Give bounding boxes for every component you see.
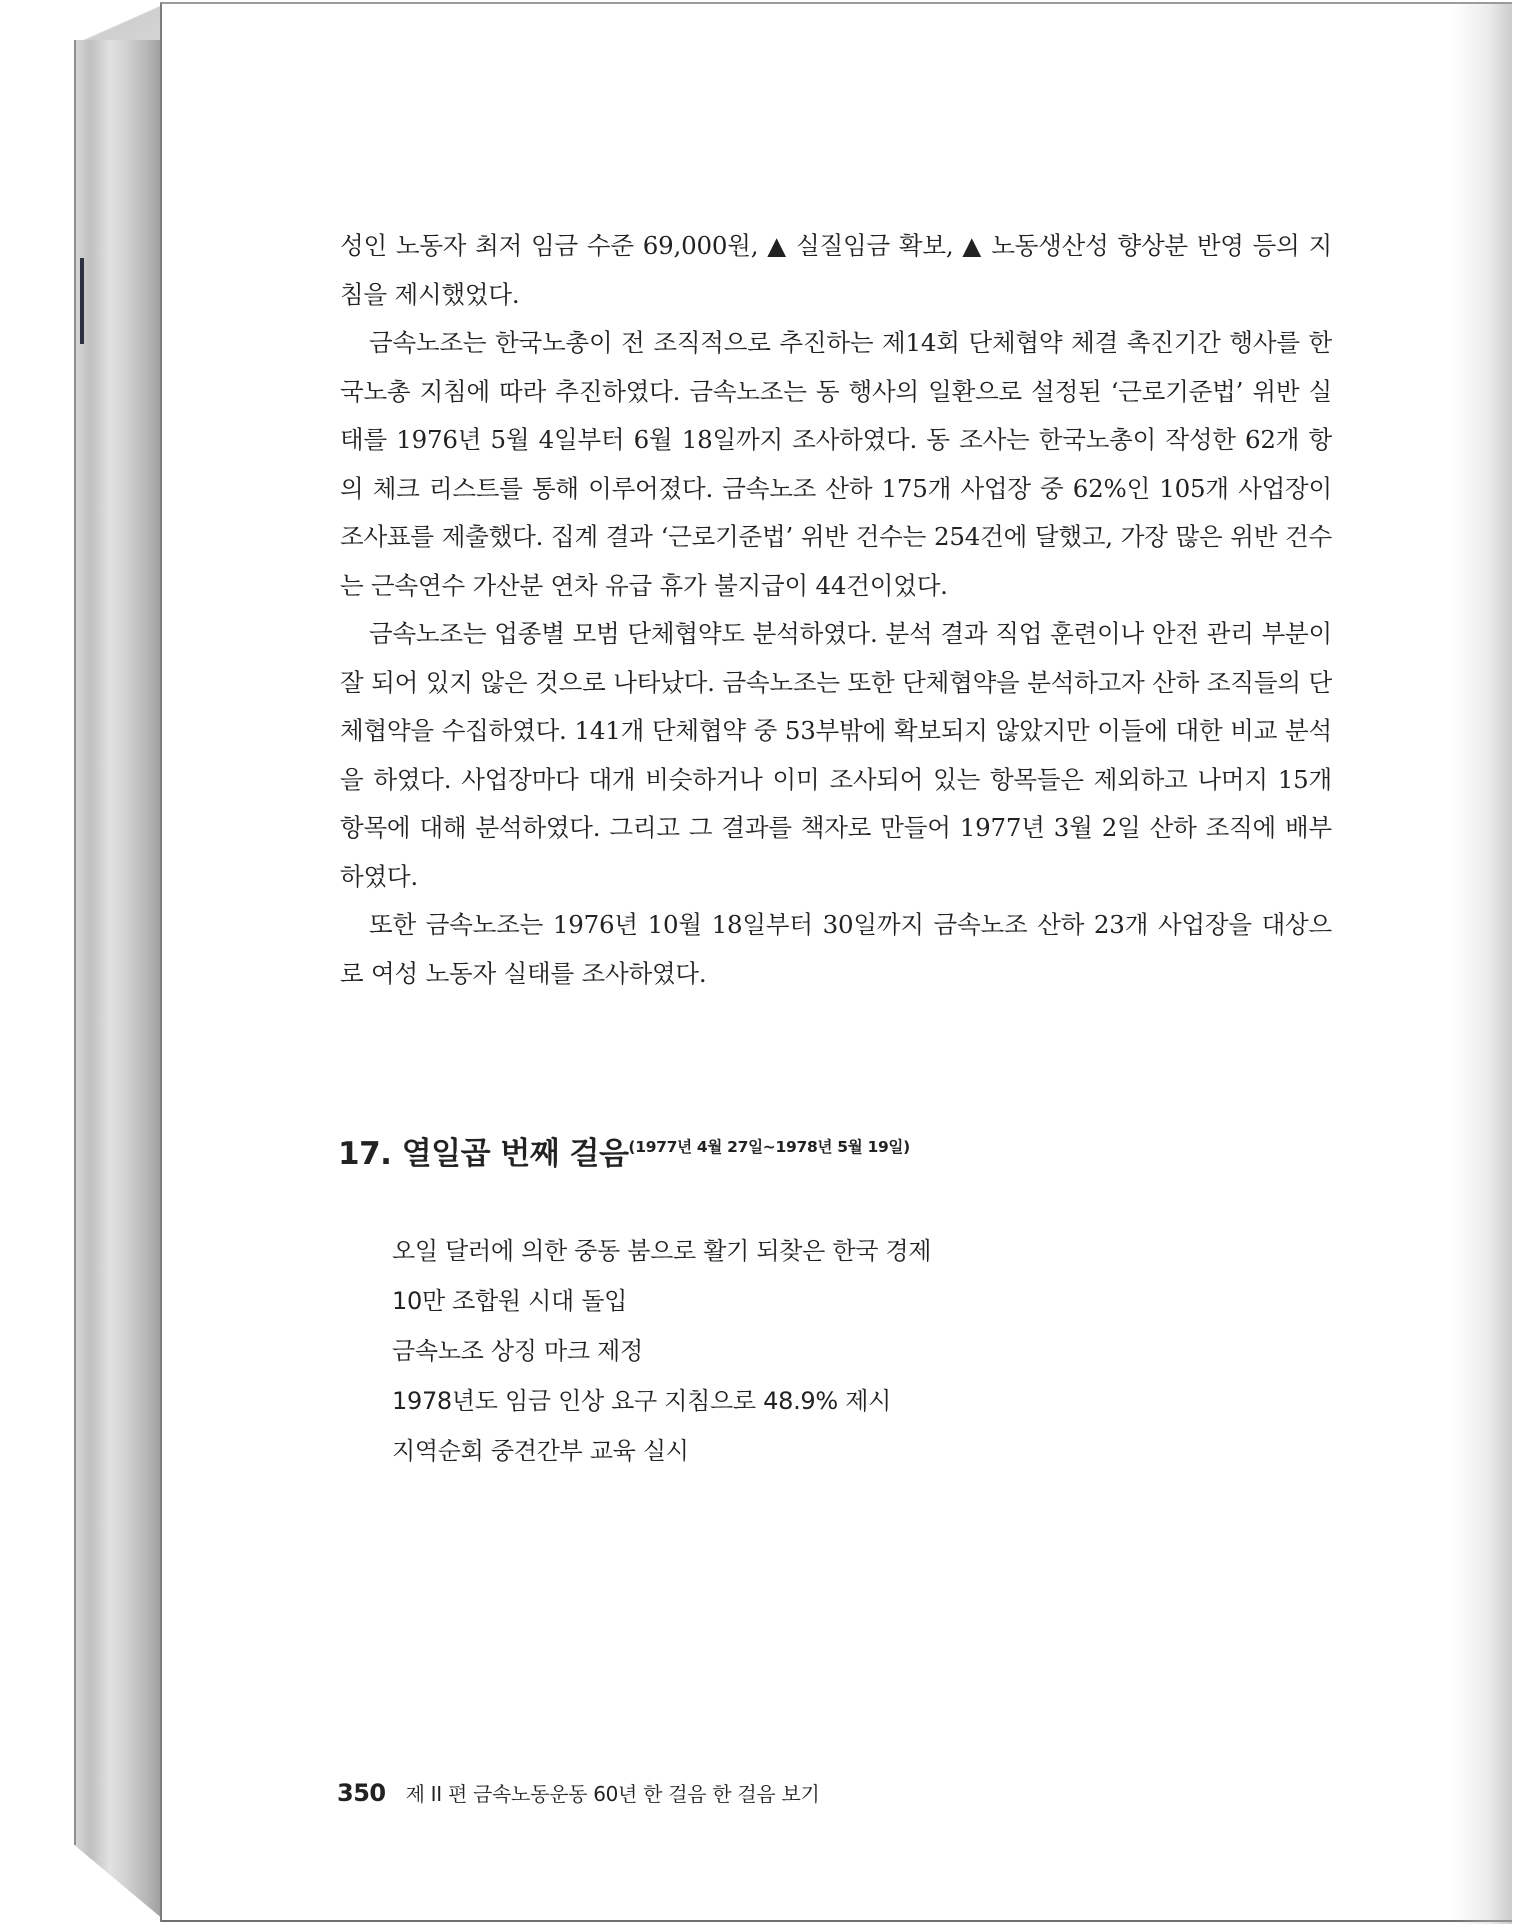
section-period: (1977년 4월 27일~1978년 5월 19일) (628, 1138, 910, 1156)
summary-item: 10만 조합원 시대 돌입 (392, 1287, 627, 1315)
summary-item: 지역순회 중견간부 교육 실시 (392, 1437, 689, 1465)
paragraph-continued: 성인 노동자 최저 임금 수준 69,000원, ▲ 실질임금 확보, ▲ 노동생산성 향상분 반영 등의 지침을 제시했었다. (340, 231, 1332, 309)
spine-edge-line (74, 40, 76, 1845)
page-gutter-shadow (1452, 4, 1512, 1924)
book-top-edge (74, 4, 164, 44)
running-title: 제 II 편 금속노동운동 60년 한 걸음 한 걸음 보기 (405, 1782, 820, 1806)
section-heading (338, 1128, 910, 1173)
paragraph-agreement-analysis: 금속노조는 업종별 모범 단체협약도 분석하였다. 분석 결과 직업 훈련이나 안전 관리 부분이 잘 되어 있지 않은 것으로 나타났다. 금속노조는 또한 단체협약을 분석하고자 산하 조직들의 단체협약을 수집하였다. 141개 단체협약 중 53부밖에 확보되지 않았지만 이들에 대한 비교 분석을 하였다. 사업장마다 대개 비슷하거나 이미 조사되어 있는 항목들은 제외하고 나머지 15개 항목에 대해 분석하였다. 그리고 그 결과를 책자로 만들어 1977년 3월 2일 산하 조직에 배부하였다. (340, 619, 1332, 891)
body-text (340, 222, 1332, 998)
paragraph-collective-agreement-campaign: 금속노조는 한국노총이 전 조직적으로 추진하는 제14회 단체협약 체결 촉진기간 행사를 한국노총 지침에 따라 추진하였다. 금속노조는 동 행사의 일환으로 설정된 ‘근로기준법’ 위반 실태를 1976년 5월 4일부터 6월 18일까지 조사하였다. 동 조사는 한국노총이 작성한 62개 항의 체크 리스트를 통해 이루어졌다. 금속노조 산하 175개 사업장 중 62%인 105개 사업장이 조사표를 제출했다. 집계 결과 ‘근로기준법’ 위반 건수는 254건에 달했고, 가장 많은 위반 건수는 근속연수 가산분 연차 유급 휴가 불지급이 44건이었다. (340, 328, 1332, 600)
summary-item: 금속노조 상징 마크 제정 (392, 1337, 643, 1365)
section-title: 17. 열일곱 번째 걸음 (338, 1136, 629, 1172)
paragraph-women-workers-survey: 또한 금속노조는 1976년 10월 18일부터 30일까지 금속노조 산하 23개 사업장을 대상으로 여성 노동자 실태를 조사하였다. (340, 910, 1332, 988)
summary-item: 1978년도 임금 인상 요구 지침으로 48.9% 제시 (392, 1387, 891, 1415)
page-footer (337, 1778, 820, 1807)
book-spine (74, 40, 164, 1920)
page-number: 350 (337, 1779, 386, 1807)
spine-mark (80, 258, 84, 344)
section-summary-list (392, 1226, 931, 1476)
summary-item: 오일 달러에 의한 중동 붐으로 활기 되찾은 한국 경제 (392, 1237, 932, 1265)
